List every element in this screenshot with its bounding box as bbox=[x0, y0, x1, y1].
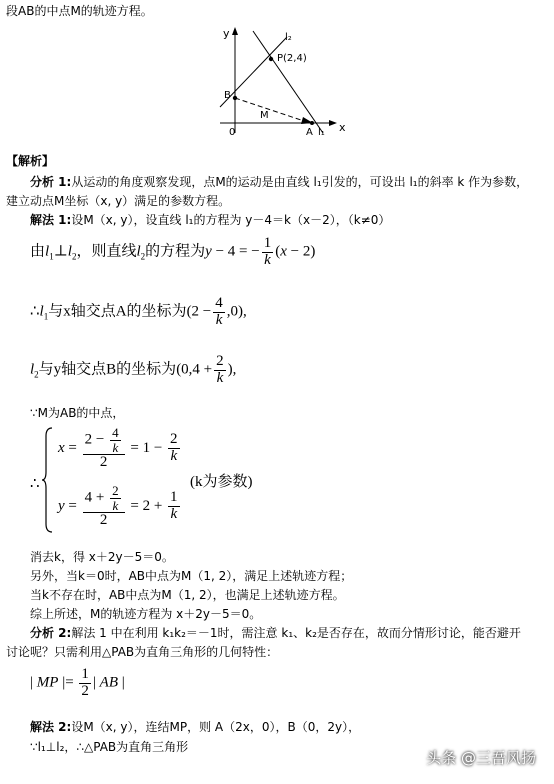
solution-1-line bbox=[30, 211, 390, 228]
point-p-label: P(2,4) bbox=[277, 53, 307, 64]
analysis-2-line bbox=[30, 624, 521, 641]
x-axis-label: x bbox=[339, 121, 346, 134]
analysis-2-line-2: 讨论呢？只需利用△PAB为直角三角形的几何特性： bbox=[6, 645, 279, 659]
y-axis-label: y bbox=[223, 27, 230, 40]
origin-label: 0 bbox=[229, 127, 236, 138]
l1-label: l₁ bbox=[318, 127, 325, 138]
solution-1-text: 设M（x, y），设直线 l₁的方程为 y－4＝k（x－2），（k≠0） bbox=[71, 213, 391, 227]
analysis-2-text: 解法 1 中在利用 k₁k₂＝－1时，需注意 k₁、k₂是否存在，故而分情形讨论，能否避开 bbox=[71, 626, 521, 640]
remark-line-3: 综上所述，M的轨迹方程为 x＋2y－5＝0。 bbox=[30, 607, 262, 621]
parameter-note: (k为参数) bbox=[190, 474, 253, 490]
analysis-1-line-2: 建立动点M坐标（x, y）满足的参数方程。 bbox=[6, 194, 231, 208]
m2-pre: ∴ bbox=[30, 303, 40, 320]
watermark: 头条 @三吾风扬 bbox=[426, 749, 536, 767]
solution-2-line bbox=[30, 718, 360, 735]
point-a-label: A bbox=[306, 127, 313, 138]
m1-mid: ，则直线 bbox=[76, 243, 137, 260]
eliminate-line: 消去k，得 x＋2y－5＝0。 bbox=[30, 550, 174, 564]
solution-2-text: 设M（x, y），连结MP，则 A（2x，0），B（0，2y）， bbox=[71, 720, 361, 734]
l2-label: l₂ bbox=[285, 32, 292, 43]
intro-line: 段AB的中点M的轨迹方程。 bbox=[6, 4, 153, 18]
mp-formula: | MP |= $\frac{1}{2}$ | AB | bbox=[30, 666, 125, 699]
analysis-1-text: 从运动的角度观察发现，点M的运动是由直线 l₁引发的，可设出 l₁的斜率 k 作为参数， bbox=[71, 175, 529, 189]
m2-mid: 与x轴交点A的坐标为 bbox=[48, 303, 187, 320]
math-line-2: $\therefore l_1$与x轴交点A的坐标为(2 − $\frac{4}{k}$ ,0), bbox=[30, 295, 247, 328]
analysis-heading: 【解析】 bbox=[6, 154, 55, 168]
remark-line-1: 另外，当k＝0时，AB中点为M（1, 2），满足上述轨迹方程； bbox=[30, 569, 353, 583]
point-b-label: B bbox=[224, 90, 231, 101]
math-line-1: 由$l_1\perp l_2$，则直线$l_2$的方程为y − 4 = − $\frac{1}{k}$ (x − 2) bbox=[30, 235, 316, 268]
remark-line-2: 当k不存在时，AB中点为M（1, 2），也满足上述轨迹方程。 bbox=[30, 588, 345, 602]
analysis-2-label: 分析 2: bbox=[30, 626, 72, 640]
m1-pre: 由 bbox=[30, 243, 46, 260]
solution-2-line-2: ∵l₁⊥l₂，∴△PAB为直角三角形 bbox=[30, 740, 189, 754]
analysis-1-line bbox=[30, 173, 528, 190]
m1-post: 的方程为 bbox=[145, 243, 206, 260]
point-m-label: M bbox=[260, 110, 269, 121]
coordinate-figure bbox=[215, 25, 365, 140]
midpoint-line: ∵M为AB的中点， bbox=[30, 406, 125, 420]
math-line-3: $l_2$与y轴交点B的坐标为(0,4 + $\frac{2}{k}$ ), bbox=[30, 353, 237, 386]
m3-mid: 与y轴交点B的坐标为 bbox=[38, 361, 177, 378]
analysis-1-label: 分析 1: bbox=[30, 175, 72, 189]
solution-2-label: 解法 2: bbox=[30, 720, 72, 734]
solution-1-label: 解法 1: bbox=[30, 213, 72, 227]
